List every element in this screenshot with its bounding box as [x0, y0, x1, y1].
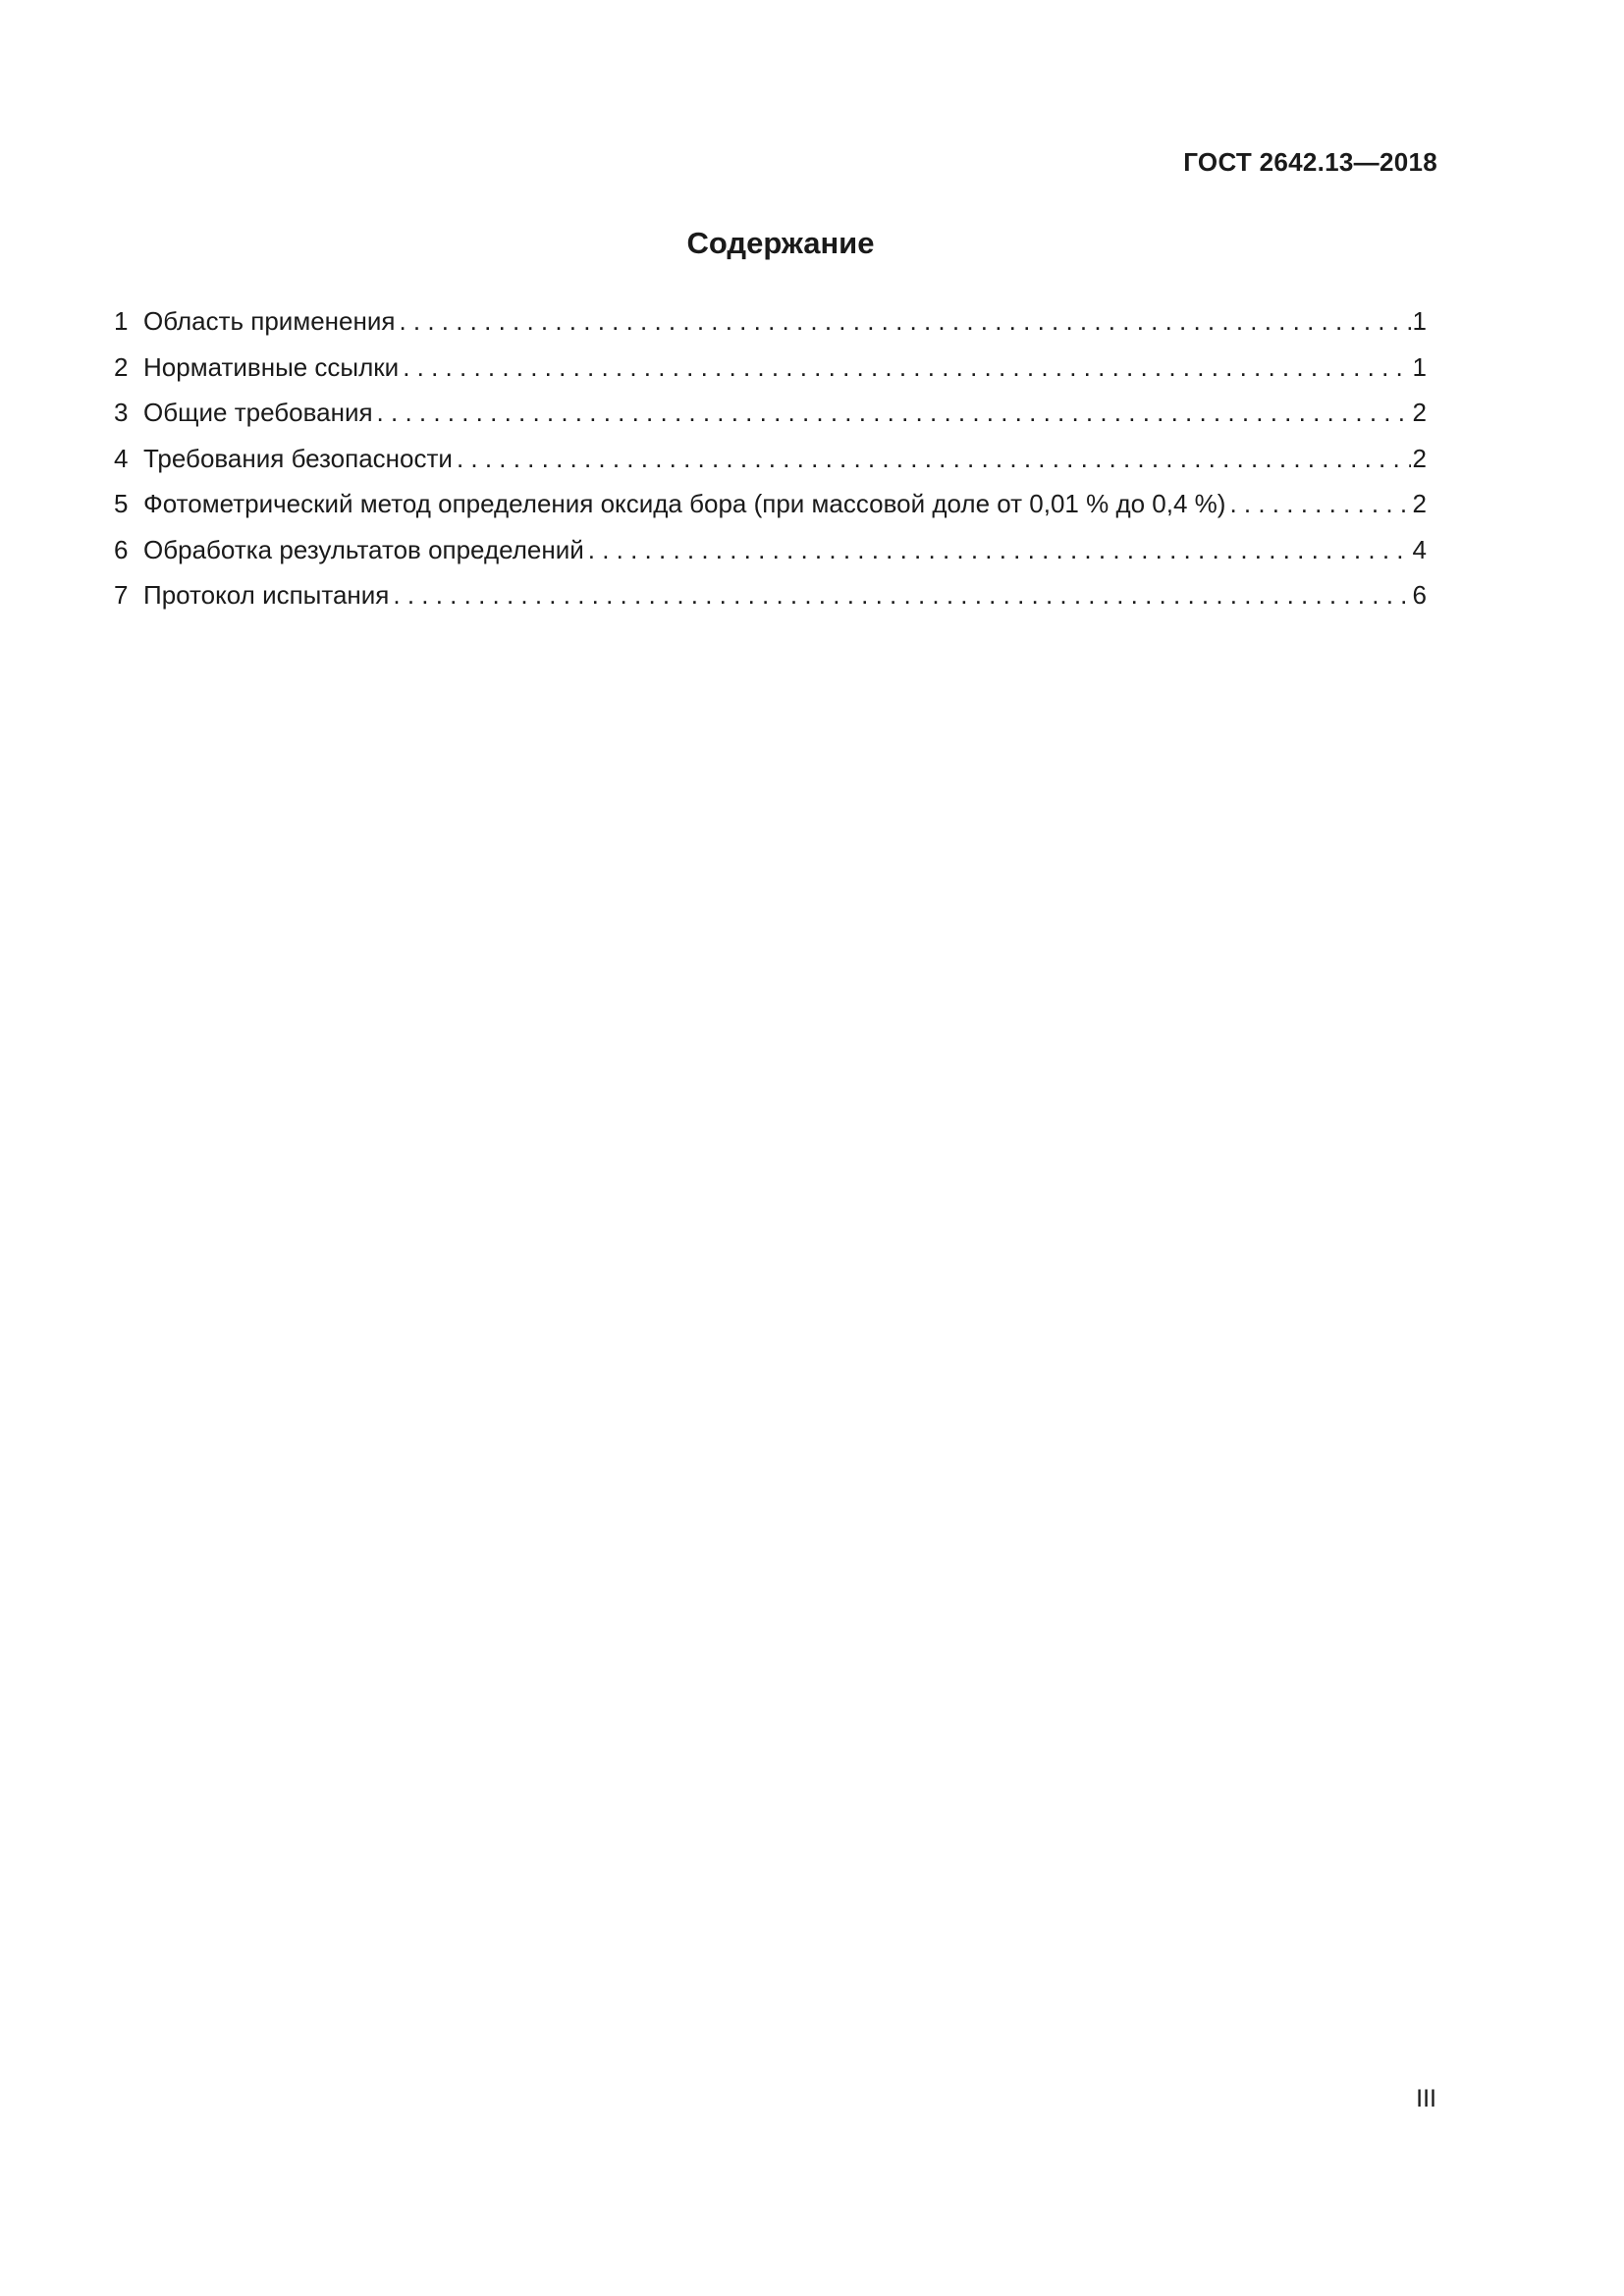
toc-entry[interactable]: [114, 489, 1427, 535]
dot-leader: [377, 398, 1411, 428]
toc-entry-title: Нормативные ссылки: [143, 351, 400, 382]
toc-entry-page: 1: [1412, 351, 1427, 382]
toc-entry[interactable]: [114, 398, 1427, 444]
toc-entry-number: 4: [114, 443, 129, 473]
toc-entry-page: 2: [1412, 443, 1427, 473]
toc-entry[interactable]: [114, 444, 1427, 490]
toc-entry-number: 3: [114, 398, 129, 427]
dot-leader: [1229, 489, 1410, 519]
toc-entry[interactable]: [114, 306, 1427, 352]
contents-title: Содержание: [686, 226, 875, 260]
toc-entry-number: 5: [114, 489, 129, 518]
dot-leader: [588, 535, 1411, 565]
toc-entry-page: 6: [1412, 580, 1427, 610]
toc-entry-number: 2: [114, 351, 129, 382]
toc-entry-page: 2: [1412, 398, 1427, 427]
toc-entry[interactable]: [114, 580, 1427, 626]
toc-entry-title: Обработка результатов определений: [143, 534, 584, 564]
dot-leader: [393, 580, 1410, 611]
toc-entry-page: 4: [1412, 534, 1427, 564]
toc-entry[interactable]: [114, 535, 1427, 581]
dot-leader: [403, 352, 1410, 383]
table-of-contents: [114, 306, 1427, 626]
toc-entry-page: 1: [1412, 306, 1427, 336]
toc-entry-page: 2: [1412, 489, 1427, 518]
toc-entry-title: Требования безопасности: [143, 443, 453, 473]
toc-entry-number: 1: [114, 306, 129, 336]
toc-entry-title: Фотометрический метод определения оксида бора (при массовой доле от 0,01 % до 0,4 %): [143, 489, 1226, 518]
dot-leader: [457, 444, 1411, 474]
document-designation: ГОСТ 2642.13—2018: [1183, 147, 1437, 177]
dot-leader: [399, 306, 1410, 337]
page-number: III: [1416, 2085, 1436, 2112]
toc-entry-number: 7: [114, 580, 129, 610]
toc-entry-title: Протокол испытания: [143, 580, 390, 610]
toc-entry-title: Область применения: [143, 306, 396, 336]
toc-entry-number: 6: [114, 534, 129, 564]
toc-entry-title: Общие требования: [143, 398, 373, 427]
toc-entry[interactable]: [114, 352, 1427, 399]
